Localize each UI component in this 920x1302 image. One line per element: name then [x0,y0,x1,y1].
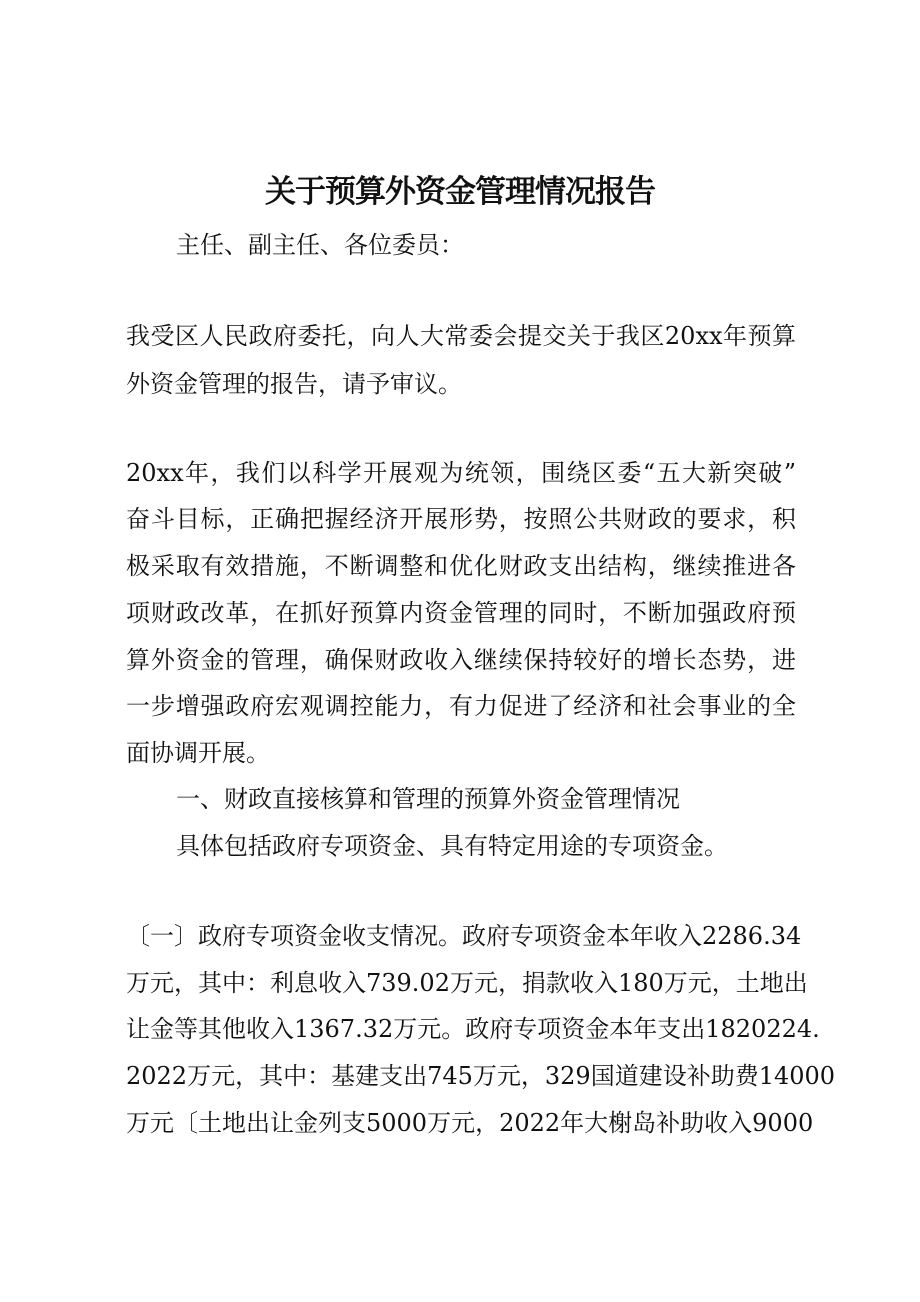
paragraph2-line: 项财政改革，在抓好预算内资金管理的同时，不断加强政府预 [126,599,796,627]
paragraph2-line: 极采取有效措施，不断调整和优化财政支出结构，继续推进各 [126,552,796,580]
paragraph1-line: 外资金管理的报告，请予审议。 [126,370,462,398]
paragraph3-line: 2022万元，其中：基建支出745万元，329国道建设补助费14000 [126,1062,836,1090]
paragraph3-line: 万元，其中：利息收入739.02万元，捐款收入180万元，土地出 [126,969,808,997]
paragraph3-line: 〔一〕政府专项资金收支情况。政府专项资金本年收入2286.34 [126,922,802,950]
paragraph3-line: 让金等其他收入1367.32万元。政府专项资金本年支出1820224. [126,1015,820,1043]
section-heading: 一、财政直接核算和管理的预算外资金管理情况 [176,785,680,813]
paragraph2-line: 一步增强政府宏观调控能力，有力促进了经济和社会事业的全 [126,692,796,720]
paragraph1-line: 我受区人民政府委托，向人大常委会提交关于我区20xx年预算 [126,322,796,350]
paragraph2-line: 20xx年，我们以科学开展观为统领，围绕区委“五大新突破” [126,459,796,487]
paragraph3-line: 万元〔土地出让金列支5000万元，2022年大榭岛补助收入9000 [126,1109,814,1137]
paragraph2-line: 面协调开展。 [126,739,270,767]
document-title: 关于预算外资金管理情况报告 [265,174,655,210]
section-intro: 具体包括政府专项资金、具有特定用途的专项资金。 [176,832,728,860]
paragraph2-line: 奋斗目标，正确把握经济开展形势，按照公共财政的要求，积 [126,505,796,533]
salutation: 主任、副主任、各位委员： [176,231,464,259]
paragraph2-line: 算外资金的管理，确保财政收入继续保持较好的增长态势，进 [126,646,796,674]
